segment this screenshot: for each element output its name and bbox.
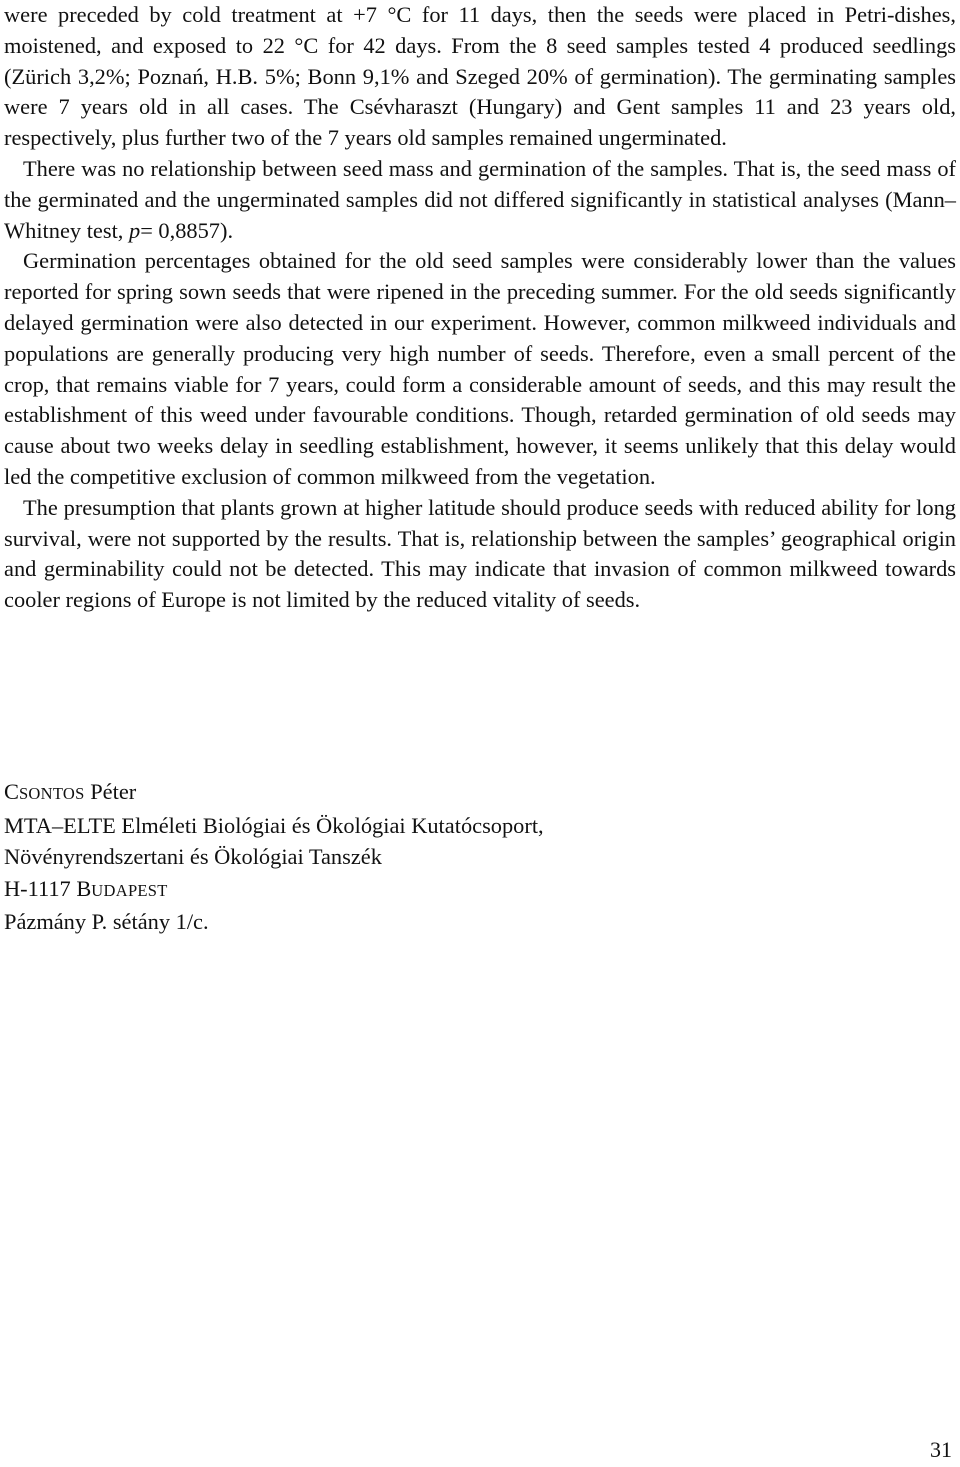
postal-city-line: H-1117 BUDAPEST (4, 875, 168, 901)
paragraph-germination-results (4, 0, 956, 154)
affiliation-line-1: MTA–ELTE Elméleti Biológiai és Ökológiai Kutatócsoport, (4, 812, 544, 838)
paragraph-text: Germination percentages obtained for the old seed samples were considerably lower than the values reported for spring sown seeds that were ripened in the preceding summer. For the old seeds significantly delayed germination were also detected in our experiment. However, common milkweed individuals and populations are generally producing very high number of seeds. Therefore, even a small percent of the crop, that remains viable for 7 years, could form a considerable amount of seeds, and this may result the establishment of this weed under favourable conditions. Though, retarded germination of old seeds may cause about two weeks delay in seedling establishment, however, it seems unlikely that this delay would led the competitive exclusion of common milkweed from the vegetation. (4, 248, 956, 489)
p-value: = 0,8857). (140, 217, 234, 243)
page-body (4, 0, 956, 616)
paragraph-latitude (4, 493, 956, 616)
author-name: CSONTOS Péter (4, 779, 137, 804)
page-number: 31 (930, 1437, 952, 1462)
affiliation-line-2: Növényrendszertani és Ökológiai Tanszék (4, 844, 382, 869)
paragraph-text: There was no relationship between seed mass and germination of the samples. That is, the seed mass of the germinated and the ungerminated samples did not differed significantly in statistical analyses (Mann–Whitney test, (4, 155, 956, 243)
paragraph-text: were preceded by cold treatment at +7 °C for 11 days, then the seeds were placed in Petri-dishes, moistened, and exposed to 22 °C for 42 days. From the 8 seed samples tested 4 produced seedlings (Zürich 3,2%; Poznań, H.B. 5%; Bonn 9,1% and Szeged 20% of germination). The germinating samples were 7 years old in all cases. The Csévharaszt (Hungary) and Gent samples 11 and 23 years old, respectively, plus further two of the 7 years old samples remained ungerminated. (4, 2, 956, 151)
paragraph-seed-mass (4, 154, 956, 246)
article-text (4, 0, 956, 616)
paragraph-text: The presumption that plants grown at higher latitude should produce seeds with reduced ability for long survival, were not supported by the results. That is, relationship between the samples’ geographical origin and germinability could not be detected. This may indicate that invasion of common milkweed towards cooler regions of Europe is not limited by the reduced vitality of seeds. (4, 494, 956, 613)
author-address (4, 776, 904, 938)
p-value-symbol: p (129, 217, 141, 243)
street-line: Pázmány P. sétány 1/c. (4, 909, 209, 934)
paragraph-discussion (4, 246, 956, 492)
